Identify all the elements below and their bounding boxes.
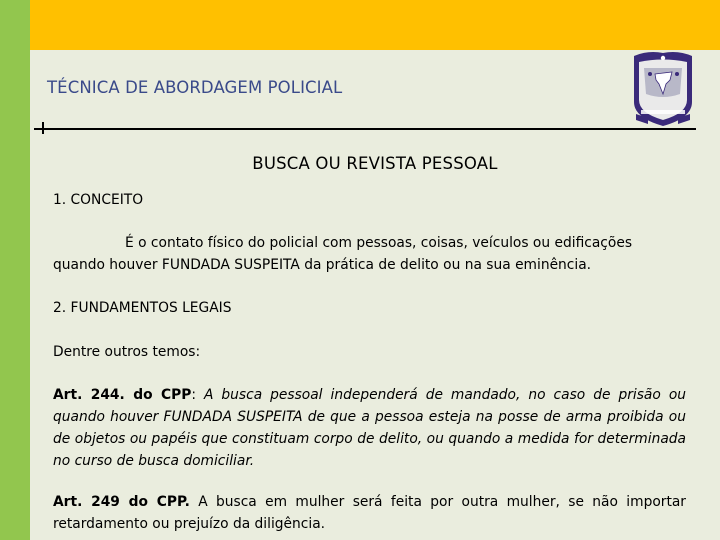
section2-intro: Dentre outros temos: xyxy=(53,344,201,360)
police-shield-emblem-icon xyxy=(628,50,698,130)
art249-paragraph xyxy=(53,491,686,535)
art244-colon: : xyxy=(191,387,196,403)
art244-label: Art. 244. do CPP xyxy=(53,387,192,403)
left-accent-strip xyxy=(0,0,30,540)
header-divider-tick xyxy=(42,122,44,134)
art249-text: A busca em mulher será feita por outra mulher, se não importar retardamento ou prejuízo da diligência. xyxy=(53,494,686,532)
section2-title: 2. FUNDAMENTOS LEGAIS xyxy=(53,300,232,316)
slide-title: TÉCNICA DE ABORDAGEM POLICIAL xyxy=(47,78,343,97)
section1-paragraph: É o contato físico do policial com pessoas, coisas, veículos ou edificações quando houver FUNDADA SUSPEITA da prática de delito ou na sua eminência. xyxy=(53,235,633,273)
art249-label: Art. 249 do CPP. xyxy=(53,494,190,510)
art244-paragraph xyxy=(53,384,686,472)
content-heading: BUSCA OU REVISTA PESSOAL xyxy=(252,154,498,173)
top-accent-bar xyxy=(30,0,720,50)
art244-text: A busca pessoal independerá de mandado, no caso de prisão ou quando houver FUNDADA SUSPEITA de que a pessoa esteja na posse de arma proibida ou de objetos ou papéis que constituam corpo de delito, ou quando a medida for determinada no curso de busca domiciliar. xyxy=(53,387,687,469)
header-divider xyxy=(34,128,696,130)
section1-title: 1. CONCEITO xyxy=(53,192,144,208)
